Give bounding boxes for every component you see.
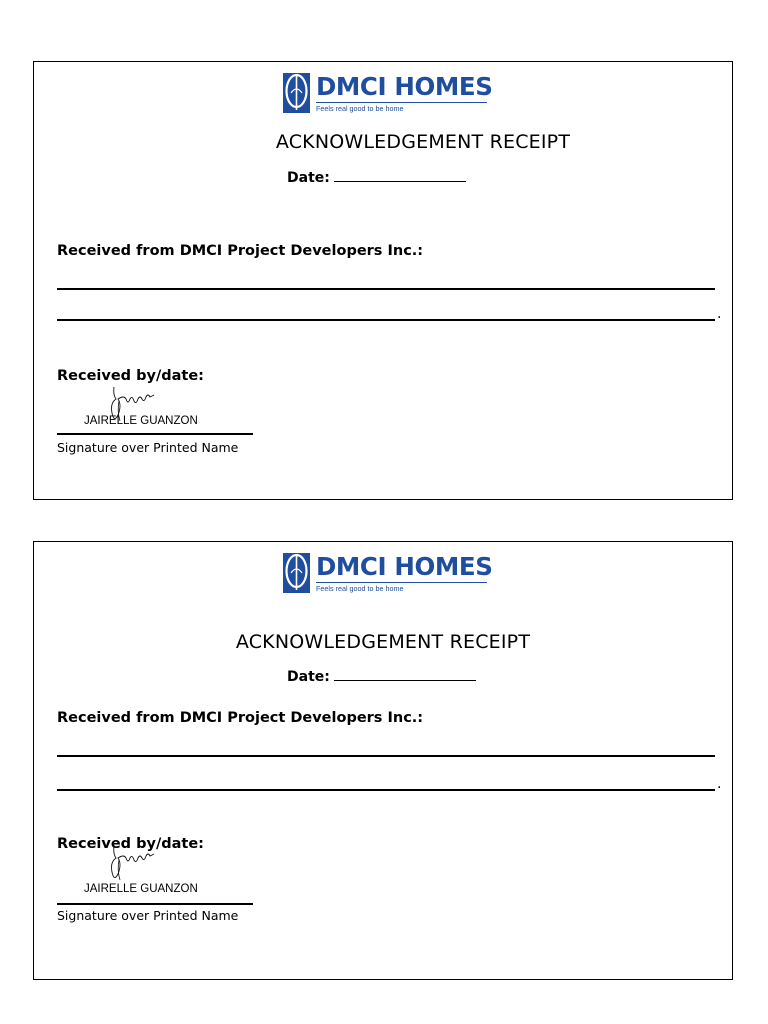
logo-tagline: Feels real good to be home bbox=[316, 104, 404, 113]
dmci-logo-icon bbox=[283, 553, 310, 593]
line-end-period: . bbox=[717, 306, 722, 322]
date-blank-line bbox=[334, 168, 466, 182]
received-from-label: Received from DMCI Project Developers Inc.: bbox=[57, 710, 424, 726]
date-label: Date: bbox=[287, 669, 330, 685]
date-blank-line bbox=[334, 667, 476, 681]
received-by-label: Received by/date: bbox=[57, 368, 204, 384]
logo-underline bbox=[316, 582, 487, 583]
blank-line-1 bbox=[57, 755, 715, 757]
dmci-homes-logo bbox=[283, 73, 493, 119]
received-from-label: Received from DMCI Project Developers Inc.: bbox=[57, 243, 424, 259]
line-end-period: . bbox=[717, 776, 722, 792]
blank-line-2 bbox=[57, 789, 715, 791]
signature-line bbox=[57, 433, 253, 435]
signature-caption: Signature over Printed Name bbox=[57, 908, 239, 923]
signature-scribble bbox=[96, 844, 166, 884]
dmci-logo-icon bbox=[283, 73, 310, 113]
blank-line-1 bbox=[57, 288, 715, 290]
signature-scribble bbox=[96, 385, 166, 425]
signatory-name: JAIRELLE GUANZON bbox=[84, 883, 198, 895]
logo-wordmark: DMCI HOMES bbox=[316, 552, 493, 581]
receipt-title: ACKNOWLEDGEMENT RECEIPT bbox=[275, 131, 571, 153]
logo-underline bbox=[316, 102, 487, 103]
date-row bbox=[287, 168, 466, 187]
blank-line-2 bbox=[57, 319, 715, 321]
acknowledgement-receipt bbox=[33, 61, 733, 500]
logo-wordmark: DMCI HOMES bbox=[316, 72, 493, 101]
date-label: Date: bbox=[287, 170, 330, 186]
received-by-label: Received by/date: bbox=[57, 836, 204, 852]
signature-line bbox=[57, 903, 253, 905]
signatory-name: JAIRELLE GUANZON bbox=[84, 415, 198, 427]
acknowledgement-receipt bbox=[33, 541, 733, 980]
logo-tagline: Feels real good to be home bbox=[316, 584, 404, 593]
dmci-homes-logo bbox=[283, 553, 493, 599]
signature-caption: Signature over Printed Name bbox=[57, 440, 239, 455]
receipt-title: ACKNOWLEDGEMENT RECEIPT bbox=[235, 631, 531, 653]
date-row bbox=[287, 667, 476, 686]
